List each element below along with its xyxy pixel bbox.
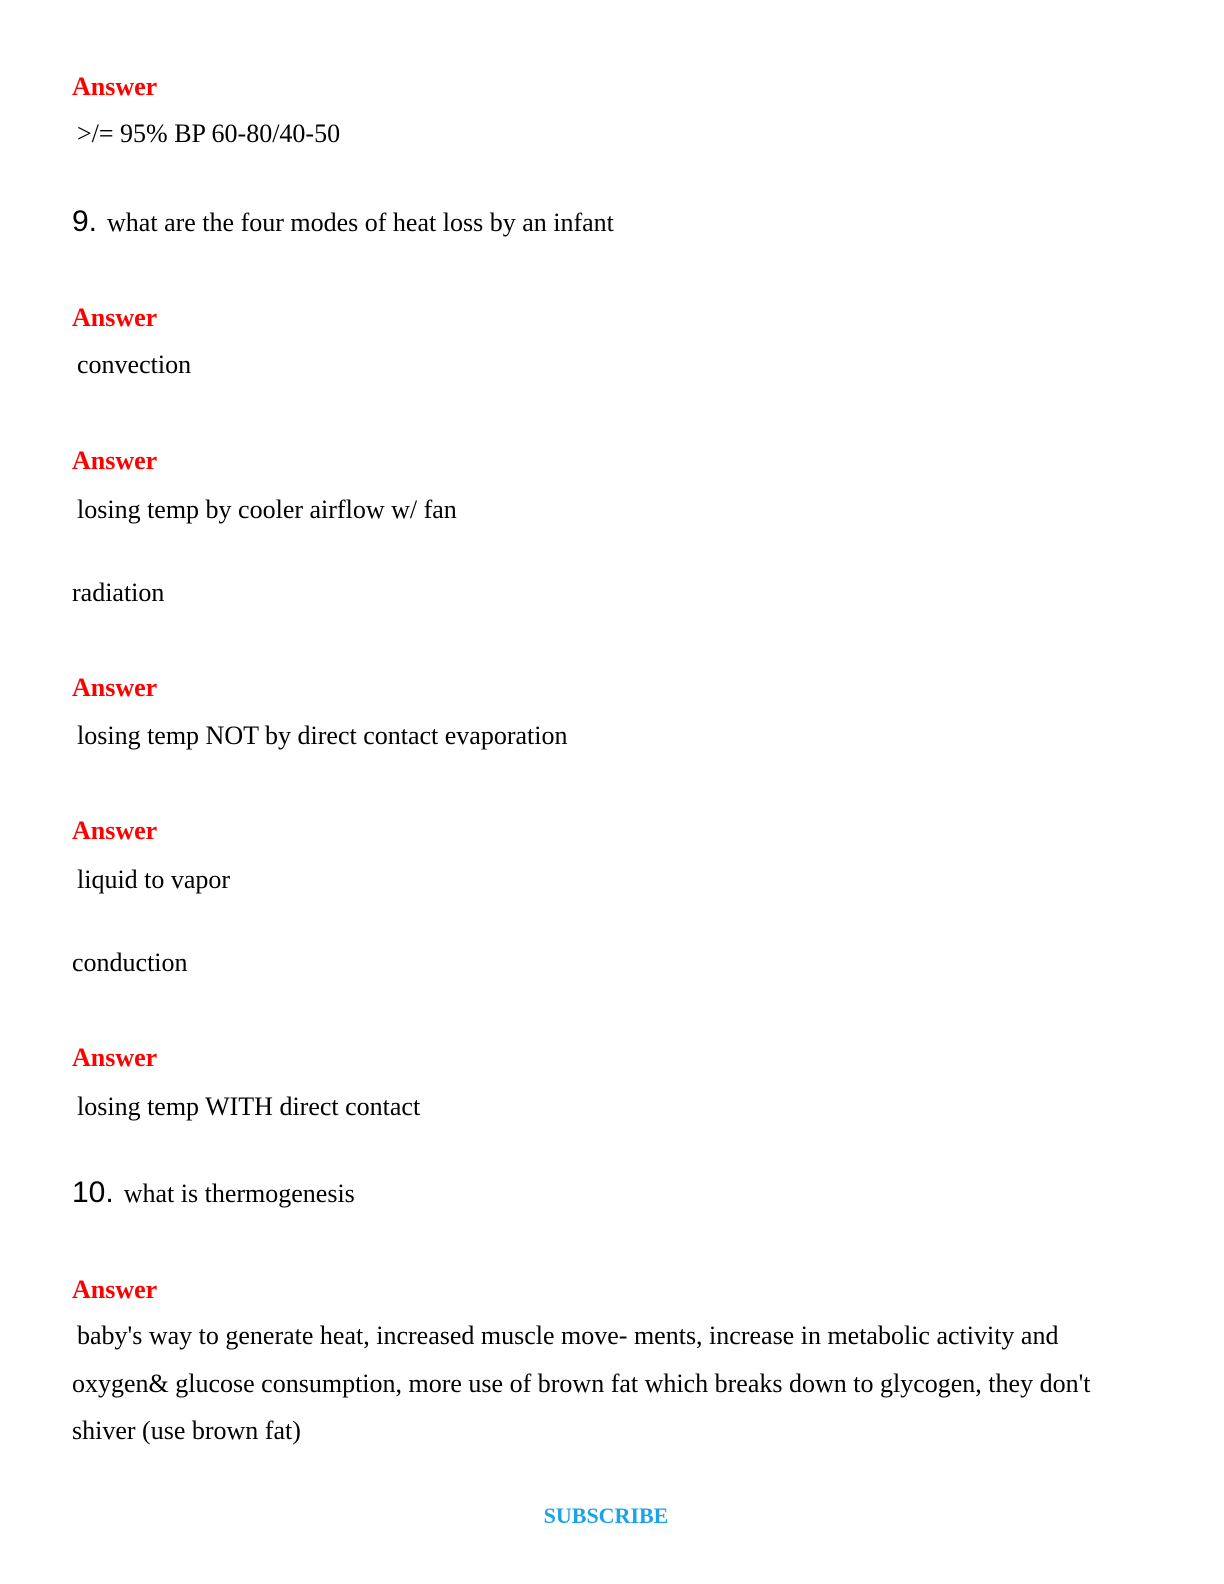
answer-label: Answer	[72, 673, 158, 702]
subscribe-link[interactable]: SUBSCRIBE	[543, 1503, 669, 1528]
answer-label: Answer	[72, 816, 158, 845]
answer-text: losing temp WITH direct contact	[77, 1092, 421, 1121]
answer-paragraph: baby's way to generate heat, increased muscle move- ments, increase in metabolic activity and oxygen& glucose consumption, more use of brown fat which breaks down to glycogen, they don't shiver (use brown fat)	[72, 1321, 1091, 1445]
question-9	[72, 205, 614, 239]
question-number: 10.	[72, 1176, 114, 1209]
answer-label: Answer	[72, 1275, 158, 1304]
answer-text: losing temp NOT by direct contact evaporation	[77, 721, 568, 750]
answer-text: liquid to vapor	[77, 865, 231, 894]
answer-label: Answer	[72, 1043, 158, 1072]
question-number: 9.	[72, 205, 98, 238]
answer-label: Answer	[72, 446, 158, 475]
answer-label: Answer	[72, 72, 158, 101]
answer-text: losing temp by cooler airflow w/ fan	[77, 495, 457, 524]
answer-text: >/= 95% BP 60-80/40-50	[77, 119, 341, 148]
answer-label: Answer	[72, 303, 158, 332]
body-text: conduction	[72, 948, 188, 977]
answer-text: convection	[77, 350, 192, 379]
body-text: radiation	[72, 578, 165, 607]
question-text: what are the four modes of heat loss by an infant	[107, 208, 614, 237]
question-10	[72, 1176, 355, 1210]
question-text: what is thermogenesis	[123, 1179, 355, 1208]
